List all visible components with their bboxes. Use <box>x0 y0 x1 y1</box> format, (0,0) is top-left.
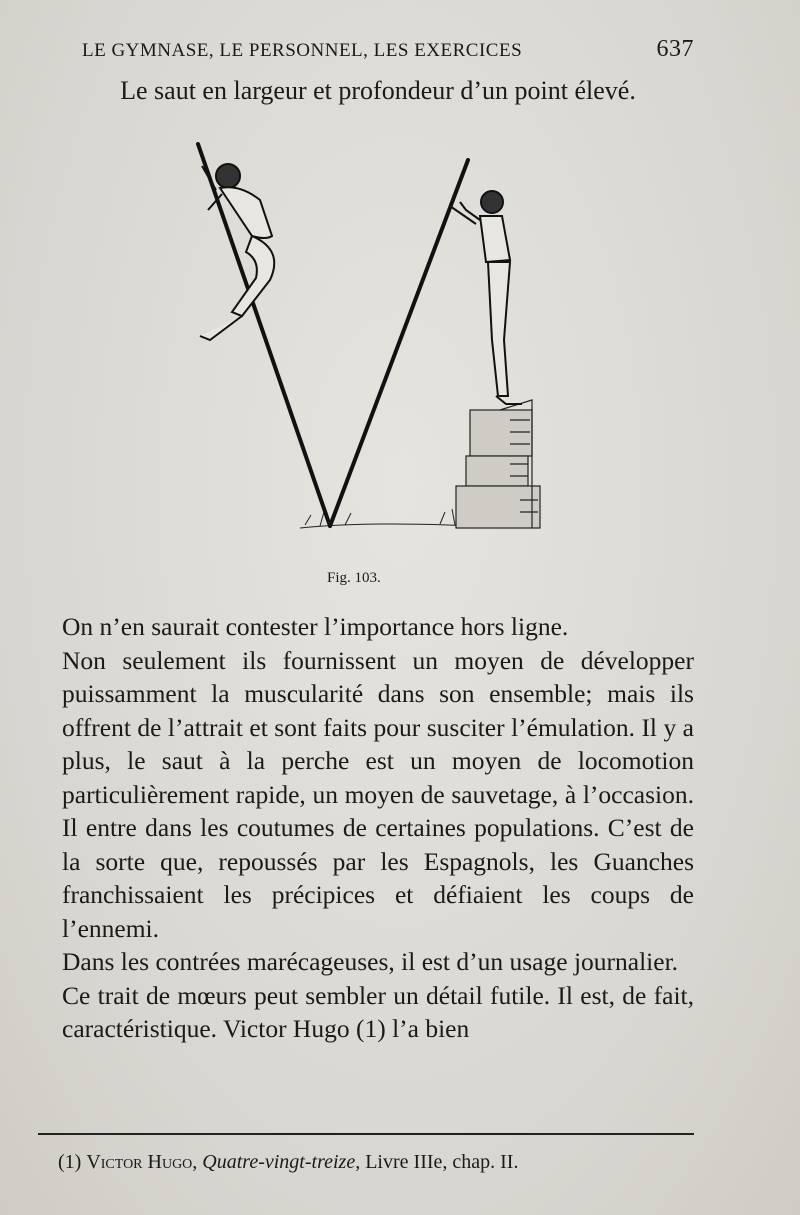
vaulter-right <box>450 191 522 404</box>
footnote-author: Victor Hugo, <box>86 1151 198 1173</box>
body-text <box>62 610 694 1046</box>
footnote-reference: Livre IIIe, chap. II. <box>365 1151 519 1173</box>
footnote <box>58 1151 698 1174</box>
running-header <box>82 36 694 66</box>
footnote-marker: (1) <box>58 1151 82 1173</box>
paragraph-2: Non seulement ils fournissent un moyen de développer puissamment la muscularité dans son ensemble; mais ils offrent de l’attrait et sont faits pour susciter l’émulation. Il y a plus, le saut à la perche est un moyen de locomotion particulièrement rapide, un moyen de sauvetage, à l’occasion. Il entre dans les coutumes de certaines populations. C’est de la sorte que, repoussés par les Espagnols, les Guanches franchissaient les précipices et défiaient les coups de l’ennemi. <box>62 645 694 943</box>
footnote-work: Quatre-vingt-treize, <box>202 1151 361 1173</box>
figure-illustration <box>180 140 560 540</box>
page-number: 637 <box>656 36 694 62</box>
figure-title: Le saut en largeur et profondeur d’un point élevé. <box>120 76 636 105</box>
stone-wall <box>456 400 540 528</box>
paragraph-3: Dans les contrées marécageuses, il est d’un usage journalier. <box>62 947 679 976</box>
running-title: LE GYMNASE, LE PERSONNEL, LES EXERCICES <box>82 40 523 61</box>
paragraph-1: On n’en saurait contester l’importance hors ligne. <box>62 612 569 641</box>
figure-label: Fig. 103. <box>327 570 381 586</box>
footnote-rule <box>38 1133 694 1135</box>
paragraph-4: Ce trait de mœurs peut sembler un détail futile. Il est, de fait, caractéristique. Victor Hugo (1) l’a bien <box>62 980 694 1043</box>
